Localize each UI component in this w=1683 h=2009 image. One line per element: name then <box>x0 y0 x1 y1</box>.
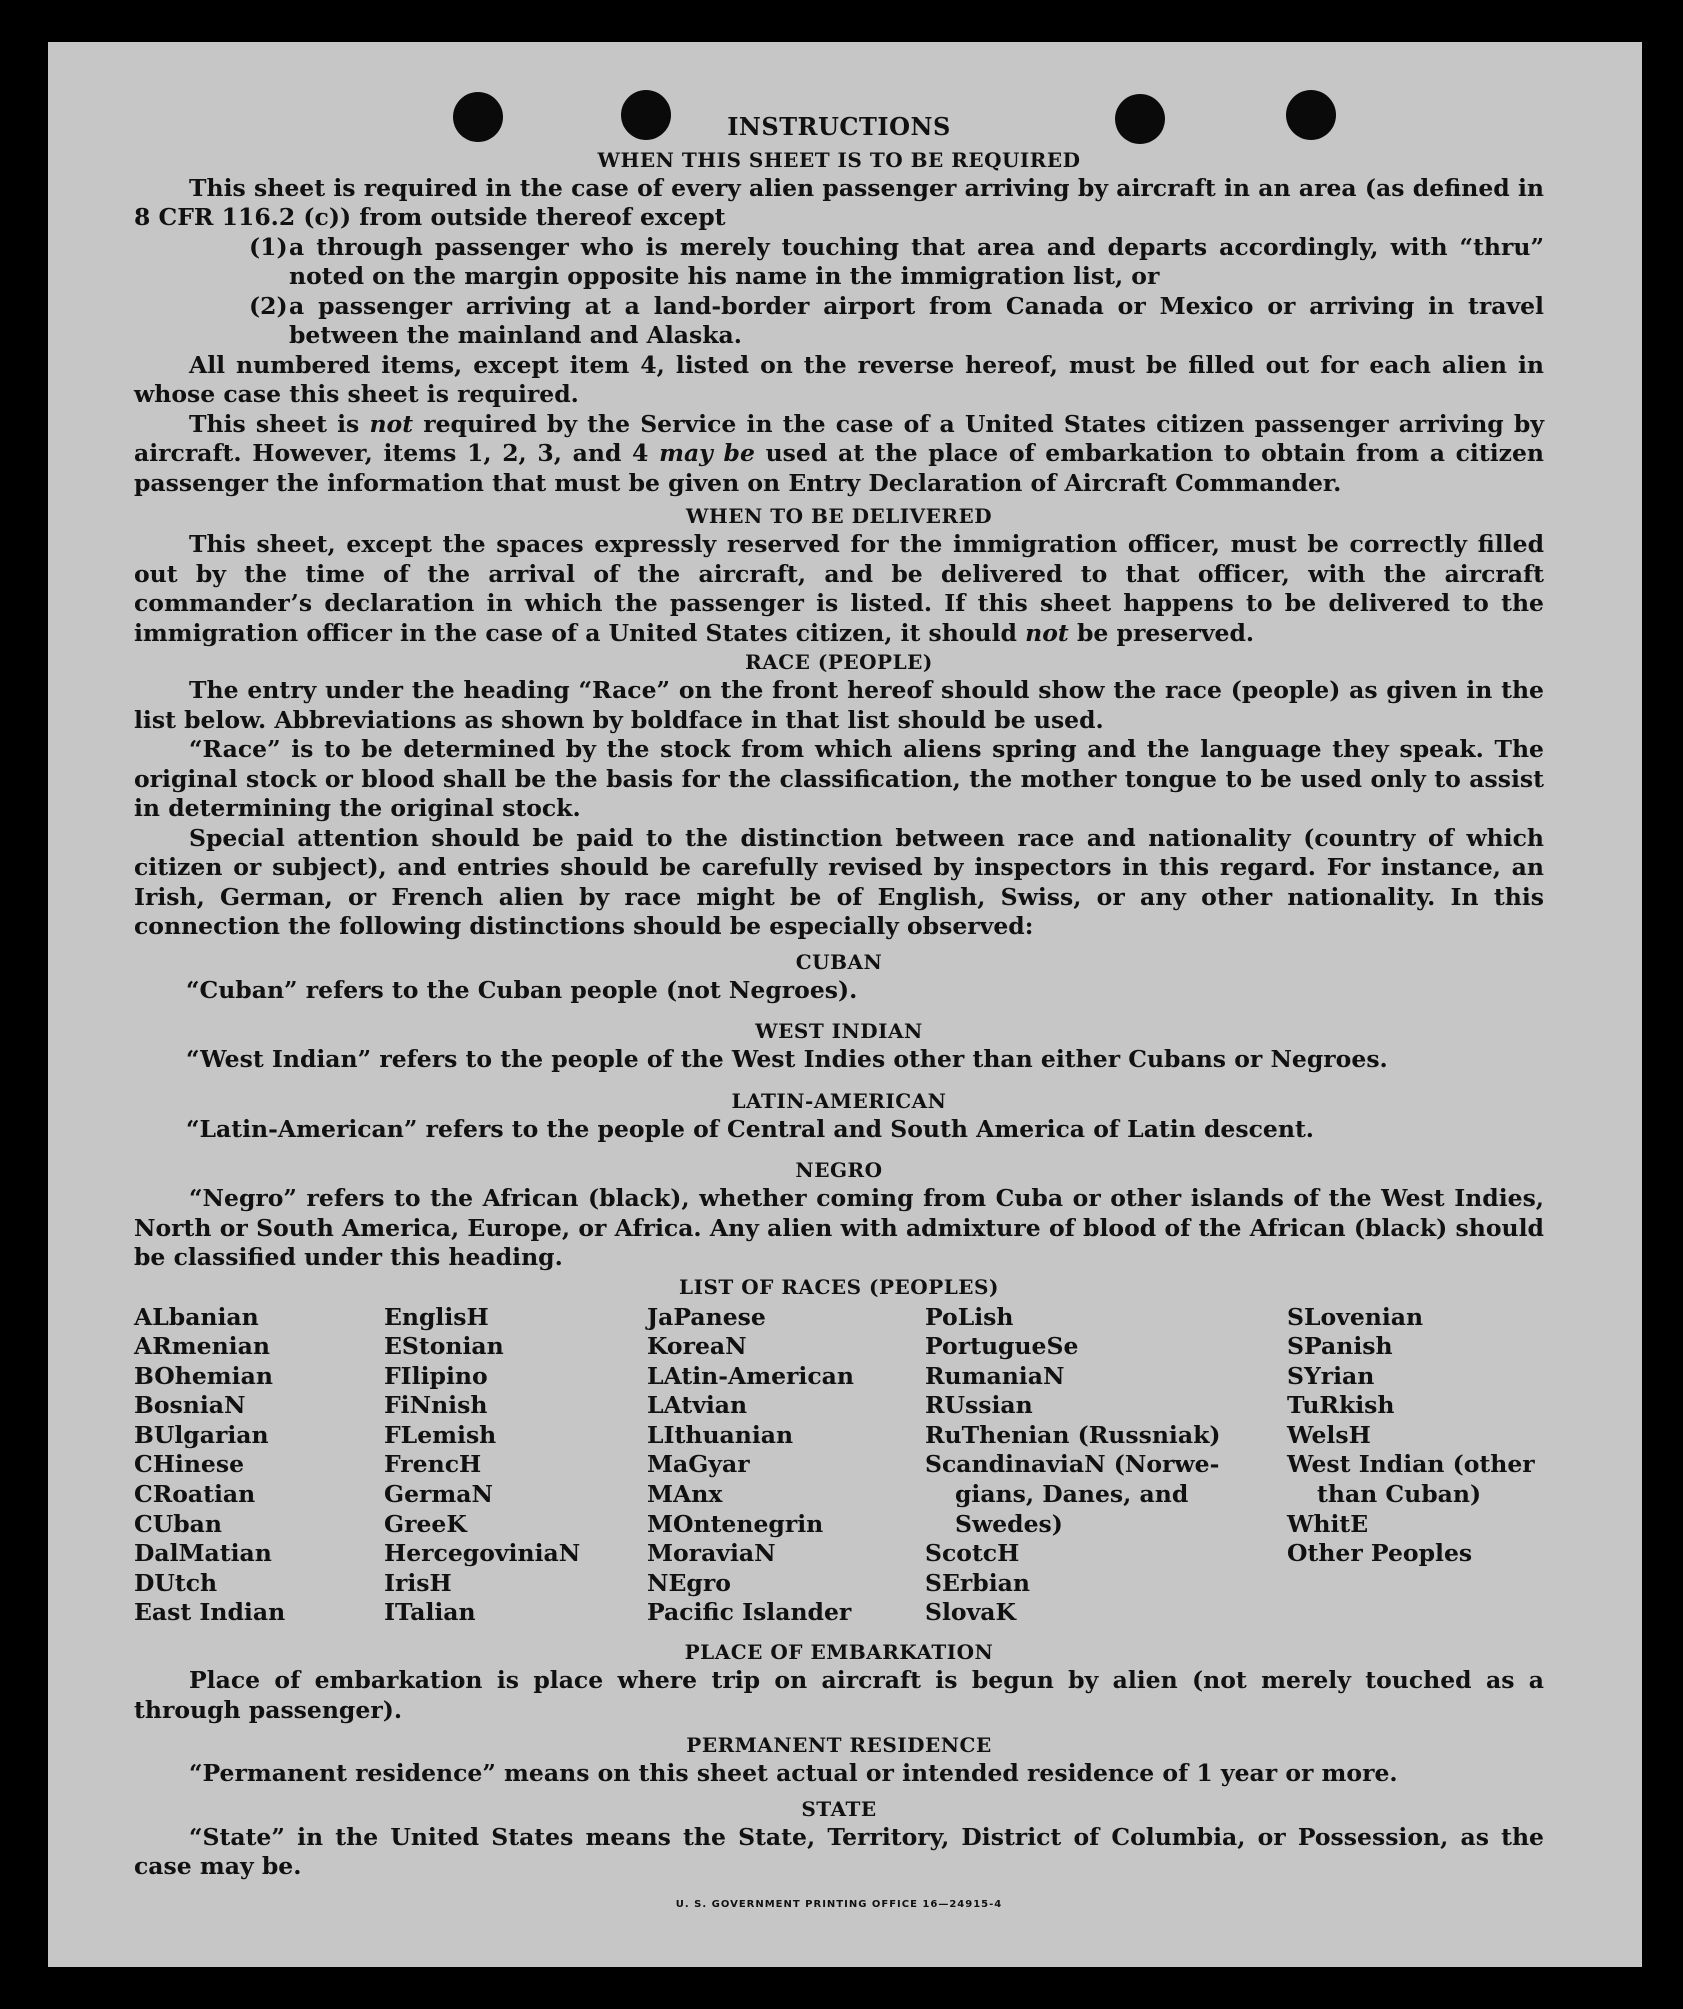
race-column <box>1287 1303 1544 1629</box>
race-entry: DUtch <box>134 1568 218 1597</box>
emphasis: may be <box>659 439 755 467</box>
list-item <box>249 233 1544 292</box>
item-text: a passenger arriving at a land-border airport from Canada or Mexico or arriving in travel between the mainland and Alaska. <box>289 291 1544 349</box>
race-column <box>384 1303 647 1629</box>
section-heading: CUBAN <box>795 949 883 974</box>
section-heading: NEGRO <box>795 1158 883 1182</box>
race-entry: LIthuanian <box>647 1420 794 1449</box>
paragraph: Place of embarkation is place where trip on aircraft is begun by alien (not merely touched as a through passenger). <box>134 1666 1544 1724</box>
race-entry: ScandinaviaN (Norwe- <box>925 1450 1220 1479</box>
race-entry: DalMatian <box>134 1539 272 1568</box>
paragraph: “Race” is to be determined by the stock from which aliens spring and the language they speak. The original stock or blood shall be the basis for the classification, the mother tongue to be used only to assist in determining the original stock. <box>134 735 1544 822</box>
race-entry: PoLish <box>925 1302 1014 1331</box>
document-sheet <box>48 42 1642 1967</box>
race-entry: ARmenian <box>134 1332 270 1361</box>
definition: “West Indian” refers to the people of the West Indies other than either Cubans or Negroes. <box>186 1045 1388 1073</box>
paragraph: “Permanent residence” means on this sheet actual or intended residence of 1 year or more. <box>189 1759 1398 1788</box>
race-list <box>134 1303 1544 1629</box>
race-entry: CRoatian <box>134 1480 256 1509</box>
race-entry: WhitE <box>1287 1509 1369 1538</box>
race-column <box>134 1303 384 1629</box>
paragraph: This sheet, except the spaces expressly reserved for the immigration officer, must be correctly filled out by the time of the arrival of the aircraft, and be delivered to that officer, with the aircraft commander’s declaration in which the passenger is listed. If this sheet happens to be delivered to the immigration officer in the case of a United States citizen, it should not be preserved. <box>134 530 1544 647</box>
item-text: a through passenger who is merely touching that area and departs accordingly, with “thru” noted on the margin opposite his name in the immigration list, or <box>289 232 1544 290</box>
race-entry: EStonian <box>384 1332 504 1361</box>
race-entry: HercegoviniaN <box>384 1539 581 1568</box>
race-entry: FrencH <box>384 1450 482 1479</box>
section-heading: LATIN-AMERICAN <box>731 1088 947 1113</box>
section-heading: WEST INDIAN <box>755 1019 923 1043</box>
race-entry: East Indian <box>134 1598 286 1627</box>
race-column <box>647 1303 925 1629</box>
section-heading: LIST OF RACES (PEOPLES) <box>679 1274 999 1299</box>
race-entry: NEgro <box>647 1568 731 1597</box>
section-heading: STATE <box>801 1796 877 1821</box>
definition: “Cuban” refers to the Cuban people (not Negroes). <box>186 975 858 1004</box>
race-entry: SErbian <box>925 1568 1030 1597</box>
race-entry: BosniaN <box>134 1391 246 1420</box>
race-entry: GreeK <box>384 1509 467 1538</box>
race-entry: GermaN <box>384 1480 493 1509</box>
race-entry: RumaniaN <box>925 1361 1065 1390</box>
race-entry: ALbanian <box>134 1302 259 1331</box>
paragraph: Special attention should be paid to the distinction between race and nationality (country of which citizen or subject), and entries should be carefully revised by inspectors in this regard. For instance, an Irish, German, or French alien by race might be of English, Swiss, or any other nationality. In this connection the following distinctions should be especially observed: <box>134 823 1544 940</box>
race-entry: SPanish <box>1287 1332 1393 1361</box>
race-entry: ScotcH <box>925 1539 1020 1568</box>
race-entry: FLemish <box>384 1420 497 1449</box>
item-number: (2) <box>249 291 288 320</box>
paragraph: “State” in the United States means the State, Territory, District of Columbia, or Possession, as the case may be. <box>134 1822 1544 1881</box>
instructions-content <box>134 112 1544 1919</box>
race-entry: Swedes) <box>955 1509 1063 1538</box>
section-heading: RACE (PEOPLE) <box>745 650 933 674</box>
page-title: INSTRUCTIONS <box>727 112 951 141</box>
race-entry: FIlipino <box>384 1361 488 1390</box>
section-heading: WHEN TO BE DELIVERED <box>685 504 993 528</box>
race-entry: BOhemian <box>134 1361 273 1390</box>
emphasis: not <box>1025 618 1069 647</box>
race-entry: than Cuban) <box>1317 1480 1482 1509</box>
section-heading: PLACE OF EMBARKATION <box>684 1640 994 1665</box>
section-heading: WHEN THIS SHEET IS TO BE REQUIRED <box>597 147 1081 172</box>
paragraph: This sheet is required in the case of every alien passenger arriving by aircraft in an area (as defined in 8 CFR 116.2 (c)) from outside thereof except <box>134 173 1544 231</box>
race-entry: LAtvian <box>647 1391 748 1420</box>
printing-office-footer: U. S. GOVERNMENT PRINTING OFFICE 16—24915-4 <box>675 1898 1003 1910</box>
race-entry: JaPanese <box>647 1302 766 1331</box>
race-entry: CUban <box>134 1509 222 1538</box>
race-entry: LAtin-American <box>647 1361 854 1390</box>
paragraph: The entry under the heading “Race” on the front hereof should show the race (people) as given in the list below. Abbreviations as shown by boldface in that list should be used. <box>134 676 1544 734</box>
paragraph: All numbered items, except item 4, listed on the reverse hereof, must be filled out for each alien in whose case this sheet is required. <box>134 350 1544 408</box>
paragraph: This sheet is not required by the Service in the case of a United States citizen passenger arriving by aircraft. However, items 1, 2, 3, and 4 may be used at the place of embarkation to obtain from a citizen passenger the information that must be given on Entry Declaration of Aircraft Commander. <box>134 409 1544 497</box>
race-entry: IrisH <box>384 1568 452 1597</box>
race-column <box>925 1303 1287 1629</box>
race-entry: EnglisH <box>384 1302 489 1331</box>
race-entry: KoreaN <box>647 1332 747 1361</box>
definition: “Latin-American” refers to the people of Central and South America of Latin descent. <box>186 1114 1314 1143</box>
race-entry: gians, Danes, and <box>955 1480 1189 1509</box>
race-entry: SlovaK <box>925 1598 1016 1627</box>
race-entry: TuRkish <box>1287 1391 1395 1420</box>
race-entry: West Indian (other <box>1287 1450 1535 1479</box>
race-entry: FiNnish <box>384 1391 488 1420</box>
race-entry: RUssian <box>925 1391 1033 1420</box>
paragraph: “Negro” refers to the African (black), whether coming from Cuba or other islands of the West Indies, North or South America, Europe, or Africa. Any alien with admixture of blood of the African (black) should be classified under this heading. <box>134 1184 1544 1271</box>
race-entry: Other Peoples <box>1287 1539 1473 1568</box>
emphasis: not <box>369 409 414 438</box>
race-entry: PortugueSe <box>925 1332 1079 1361</box>
item-number: (1) <box>249 232 288 261</box>
list-item <box>249 292 1544 351</box>
race-entry: Pacific Islander <box>647 1598 852 1627</box>
race-entry: CHinese <box>134 1450 245 1479</box>
race-entry: BUlgarian <box>134 1420 269 1449</box>
race-entry: RuThenian (Russniak) <box>925 1420 1221 1449</box>
race-entry: SLovenian <box>1287 1302 1424 1331</box>
race-entry: WelsH <box>1287 1420 1371 1449</box>
section-heading: PERMANENT RESIDENCE <box>686 1733 992 1758</box>
race-entry: ITalian <box>384 1598 476 1627</box>
race-entry: MaGyar <box>647 1450 750 1479</box>
race-entry: MoraviaN <box>647 1539 776 1568</box>
race-entry: MOntenegrin <box>647 1509 824 1538</box>
race-entry: SYrian <box>1287 1361 1375 1390</box>
race-entry: MAnx <box>647 1480 723 1509</box>
